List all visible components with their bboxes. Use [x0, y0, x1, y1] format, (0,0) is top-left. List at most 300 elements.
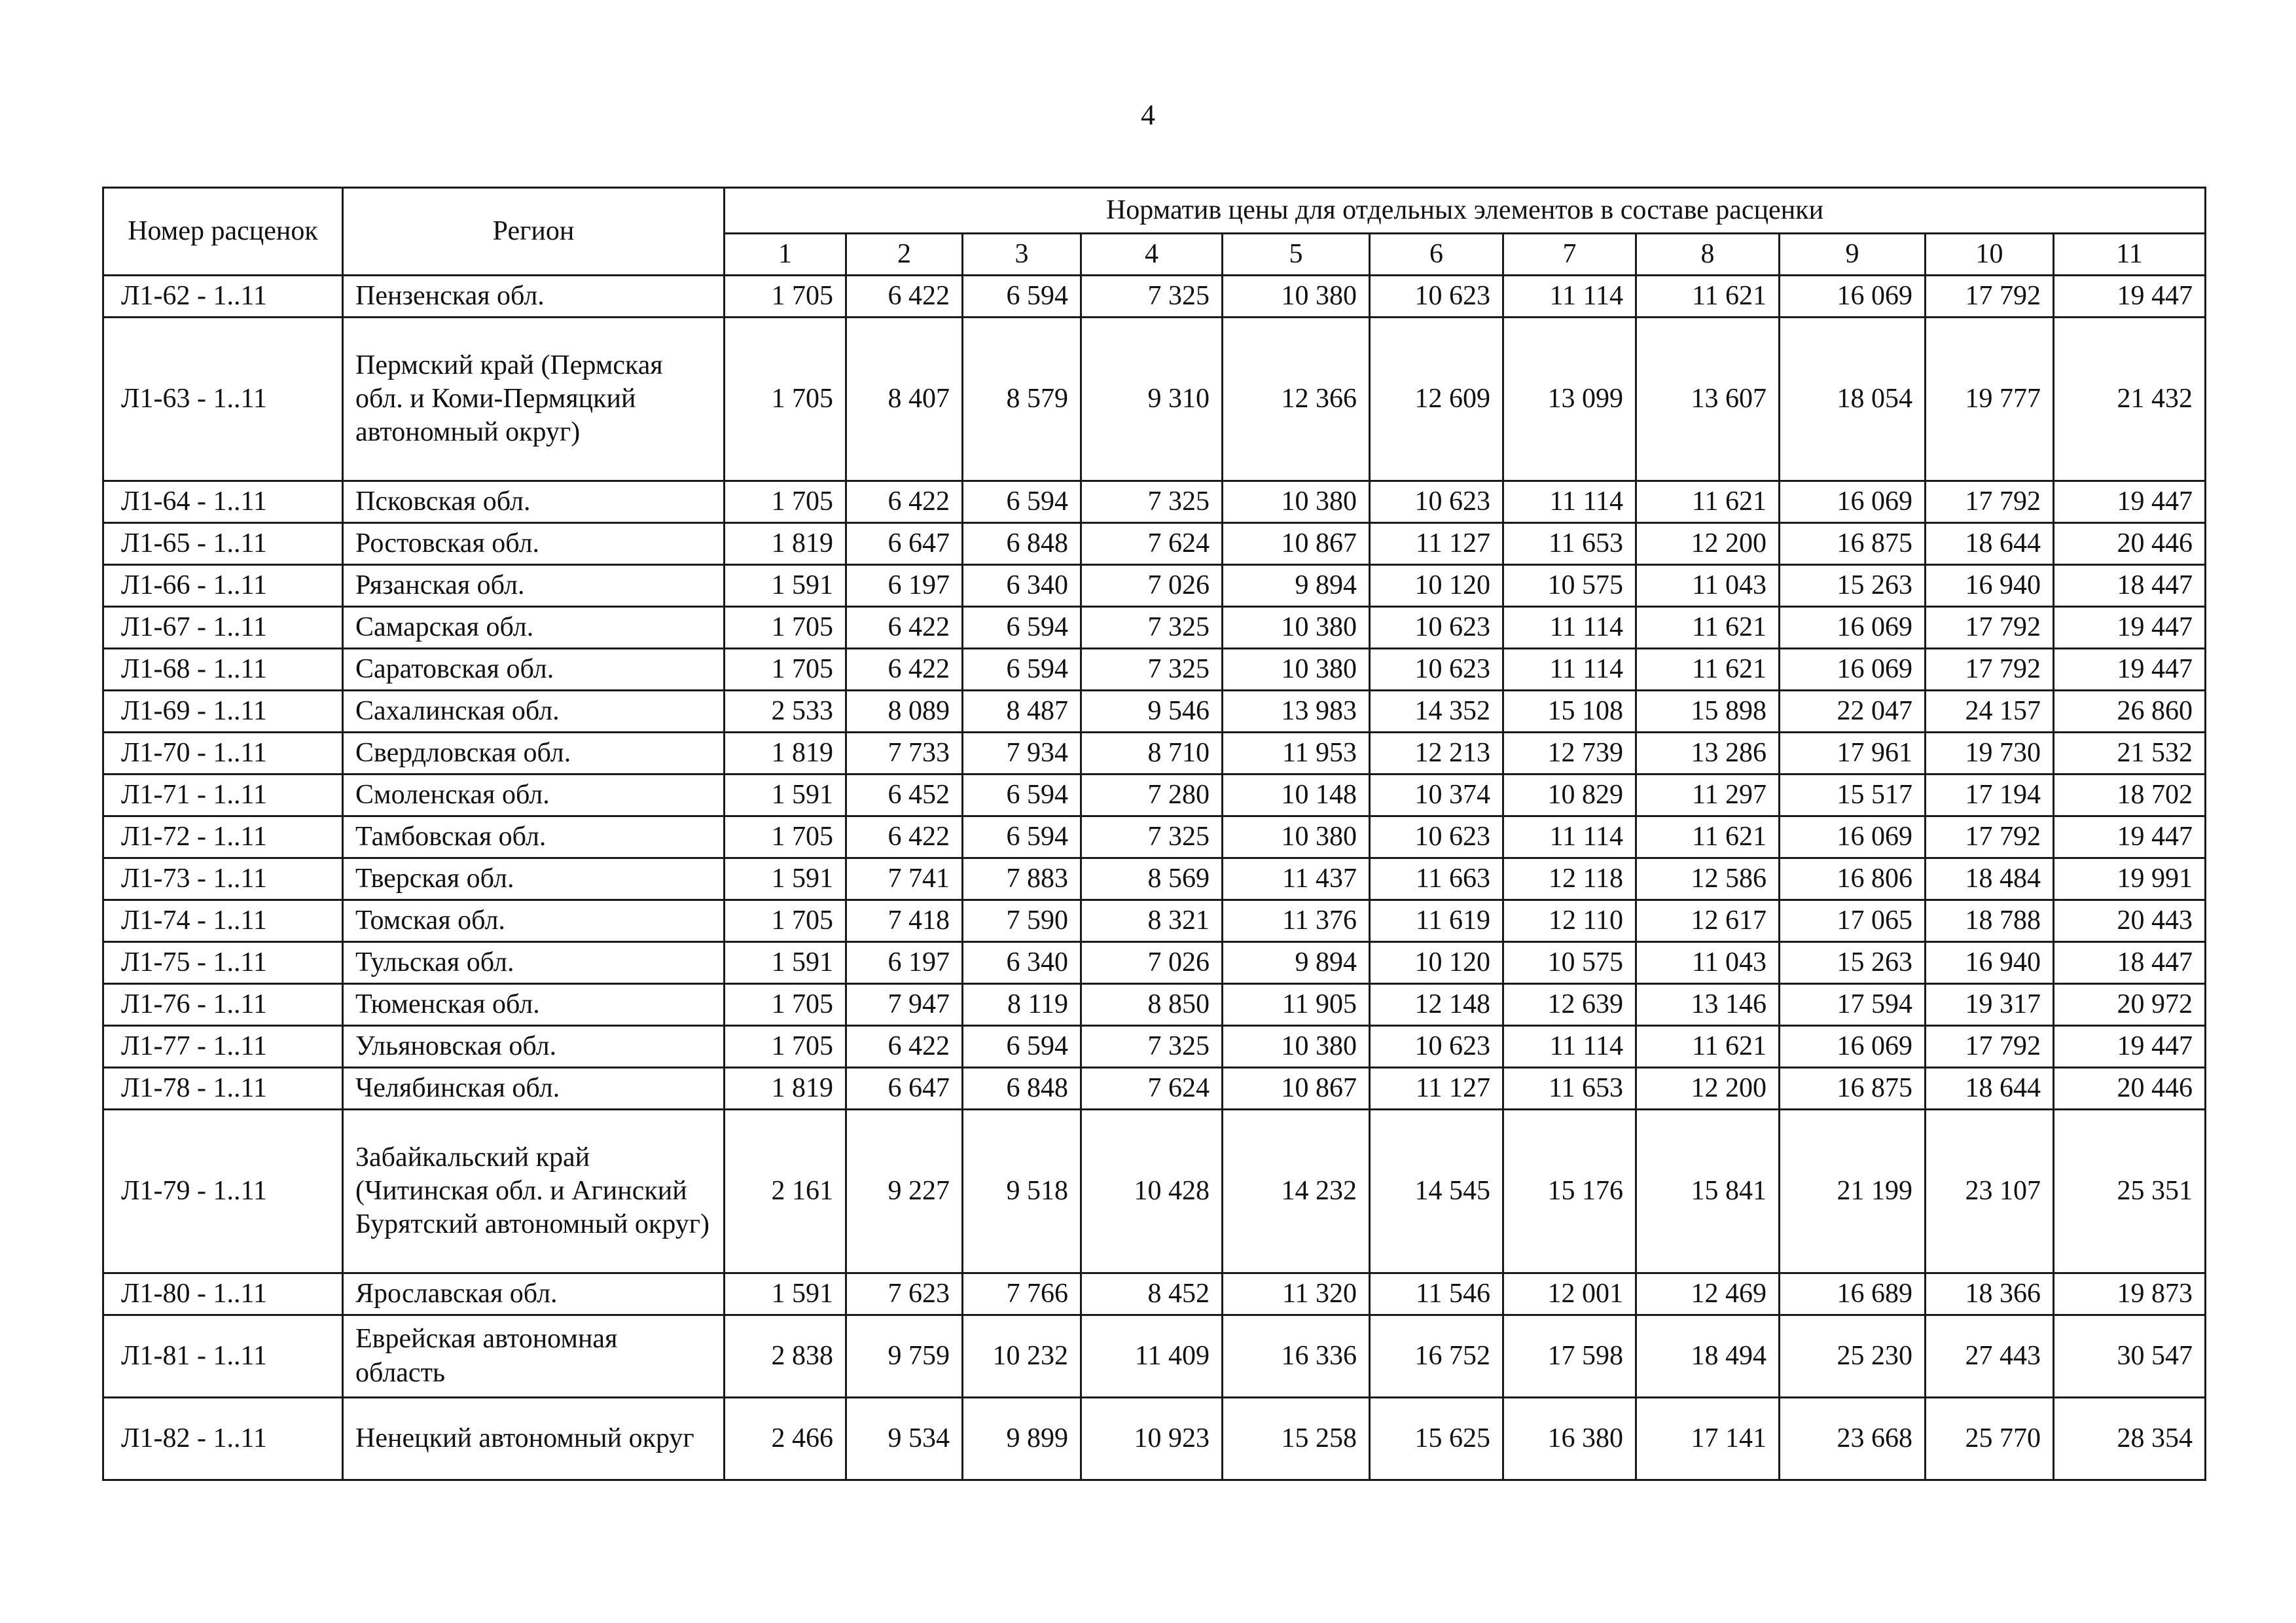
price-value-cell: 11 621 — [1636, 607, 1780, 649]
rate-code-cell: Л1-79 - 1..11 — [103, 1110, 343, 1273]
price-value-cell: 6 422 — [846, 816, 963, 858]
price-value-cell: 12 213 — [1370, 733, 1503, 775]
price-value-cell: 15 517 — [1780, 775, 1926, 816]
price-value-cell: 6 197 — [846, 565, 963, 607]
price-value-cell: 18 644 — [1926, 1068, 2054, 1110]
price-value-cell: 15 263 — [1780, 565, 1926, 607]
col-region-header: Регион — [343, 188, 725, 276]
price-value-cell: 13 607 — [1636, 318, 1780, 481]
price-value-cell: 7 624 — [1081, 523, 1223, 565]
rate-code-cell: Л1-72 - 1..11 — [103, 816, 343, 858]
price-value-cell: 12 001 — [1503, 1273, 1636, 1315]
price-value-cell: 10 623 — [1370, 607, 1503, 649]
price-value-cell: 8 579 — [963, 318, 1081, 481]
price-value-cell: 21 532 — [2054, 733, 2206, 775]
price-value-cell: 9 899 — [963, 1398, 1081, 1480]
price-value-cell: 11 114 — [1503, 607, 1636, 649]
price-value-cell: 1 705 — [725, 481, 846, 523]
price-value-cell: 10 374 — [1370, 775, 1503, 816]
price-value-cell: 1 591 — [725, 858, 846, 900]
price-value-cell: 6 594 — [963, 775, 1081, 816]
price-value-cell: 7 280 — [1081, 775, 1223, 816]
price-value-cell: 11 653 — [1503, 523, 1636, 565]
price-value-cell: 11 663 — [1370, 858, 1503, 900]
rate-code-cell: Л1-69 - 1..11 — [103, 691, 343, 733]
rate-code-cell: Л1-73 - 1..11 — [103, 858, 343, 900]
price-value-cell: 8 089 — [846, 691, 963, 733]
price-value-cell: 2 533 — [725, 691, 846, 733]
price-value-cell: 7 590 — [963, 900, 1081, 942]
price-value-cell: 10 623 — [1370, 816, 1503, 858]
price-value-cell: 17 141 — [1636, 1398, 1780, 1480]
price-value-cell: 19 777 — [1926, 318, 2054, 481]
price-value-cell: 1 705 — [725, 276, 846, 318]
element-number-header: 3 — [963, 234, 1081, 276]
table-row — [103, 858, 2206, 900]
table-row — [103, 1315, 2206, 1398]
price-value-cell: 18 447 — [2054, 565, 2206, 607]
rate-code-cell: Л1-71 - 1..11 — [103, 775, 343, 816]
price-value-cell: 11 621 — [1636, 481, 1780, 523]
price-value-cell: 19 873 — [2054, 1273, 2206, 1315]
element-number-header: 6 — [1370, 234, 1503, 276]
table-row — [103, 942, 2206, 984]
price-value-cell: 1 705 — [725, 607, 846, 649]
price-value-cell: 7 934 — [963, 733, 1081, 775]
price-value-cell: 6 594 — [963, 816, 1081, 858]
price-value-cell: 9 894 — [1223, 565, 1370, 607]
price-value-cell: 10 380 — [1223, 816, 1370, 858]
region-cell: Смоленская обл. — [343, 775, 725, 816]
price-value-cell: 1 591 — [725, 775, 846, 816]
price-value-cell: 6 848 — [963, 1068, 1081, 1110]
price-value-cell: 10 380 — [1223, 607, 1370, 649]
region-cell: Саратовская обл. — [343, 649, 725, 691]
price-value-cell: 19 447 — [2054, 1026, 2206, 1068]
price-value-cell: 30 547 — [2054, 1315, 2206, 1398]
price-value-cell: 11 127 — [1370, 523, 1503, 565]
price-value-cell: 19 447 — [2054, 816, 2206, 858]
price-value-cell: 6 594 — [963, 649, 1081, 691]
price-value-cell: 10 148 — [1223, 775, 1370, 816]
price-value-cell: 15 841 — [1636, 1110, 1780, 1273]
price-value-cell: 12 118 — [1503, 858, 1636, 900]
table-row — [103, 523, 2206, 565]
price-value-cell: 7 325 — [1081, 276, 1223, 318]
price-value-cell: 7 325 — [1081, 1026, 1223, 1068]
price-value-cell: 17 594 — [1780, 984, 1926, 1026]
price-value-cell: 16 940 — [1926, 942, 2054, 984]
price-value-cell: 10 575 — [1503, 565, 1636, 607]
region-cell: Самарская обл. — [343, 607, 725, 649]
region-cell: Забайкальский край (Читинская обл. и Агинский Бурятский автономный округ) — [343, 1110, 725, 1273]
price-value-cell: 6 452 — [846, 775, 963, 816]
price-value-cell: 11 409 — [1081, 1315, 1223, 1398]
region-cell: Сахалинская обл. — [343, 691, 725, 733]
table-row — [103, 733, 2206, 775]
price-value-cell: 18 644 — [1926, 523, 2054, 565]
price-value-cell: 11 619 — [1370, 900, 1503, 942]
price-value-cell: 1 591 — [725, 565, 846, 607]
price-value-cell: 15 263 — [1780, 942, 1926, 984]
table-row — [103, 565, 2206, 607]
price-value-cell: 10 380 — [1223, 276, 1370, 318]
price-value-cell: 16 806 — [1780, 858, 1926, 900]
price-value-cell: 10 380 — [1223, 649, 1370, 691]
rate-code-cell: Л1-62 - 1..11 — [103, 276, 343, 318]
price-value-cell: 7 026 — [1081, 942, 1223, 984]
table-row — [103, 607, 2206, 649]
price-value-cell: 14 232 — [1223, 1110, 1370, 1273]
price-value-cell: 6 422 — [846, 607, 963, 649]
table-row — [103, 1398, 2206, 1480]
price-value-cell: 7 733 — [846, 733, 963, 775]
price-value-cell: 11 114 — [1503, 1026, 1636, 1068]
price-value-cell: 16 069 — [1780, 1026, 1926, 1068]
price-value-cell: 17 598 — [1503, 1315, 1636, 1398]
price-value-cell: 1 705 — [725, 816, 846, 858]
price-value-cell: 15 108 — [1503, 691, 1636, 733]
price-value-cell: 8 487 — [963, 691, 1081, 733]
rate-code-cell: Л1-74 - 1..11 — [103, 900, 343, 942]
price-value-cell: 11 621 — [1636, 276, 1780, 318]
price-value-cell: 1 705 — [725, 984, 846, 1026]
price-value-cell: 12 200 — [1636, 1068, 1780, 1110]
group-header: Норматив цены для отдельных элементов в составе расценки — [725, 188, 2206, 234]
price-value-cell: 1 591 — [725, 1273, 846, 1315]
region-cell: Тульская обл. — [343, 942, 725, 984]
price-value-cell: 1 705 — [725, 1026, 846, 1068]
rate-code-cell: Л1-64 - 1..11 — [103, 481, 343, 523]
table-body — [103, 276, 2206, 1480]
price-value-cell: 11 114 — [1503, 276, 1636, 318]
price-value-cell: 16 875 — [1780, 523, 1926, 565]
price-value-cell: 9 759 — [846, 1315, 963, 1398]
price-value-cell: 1 819 — [725, 523, 846, 565]
element-number-header: 8 — [1636, 234, 1780, 276]
price-value-cell: 2 838 — [725, 1315, 846, 1398]
price-value-cell: 10 380 — [1223, 1026, 1370, 1068]
price-value-cell: 10 623 — [1370, 1026, 1503, 1068]
price-value-cell: 11 114 — [1503, 816, 1636, 858]
table-row — [103, 1110, 2206, 1273]
price-value-cell: 11 114 — [1503, 481, 1636, 523]
table-row — [103, 1068, 2206, 1110]
price-value-cell: 19 730 — [1926, 733, 2054, 775]
rate-code-cell: Л1-82 - 1..11 — [103, 1398, 343, 1480]
price-value-cell: 6 340 — [963, 565, 1081, 607]
price-value-cell: 8 569 — [1081, 858, 1223, 900]
price-value-cell: 17 792 — [1926, 816, 2054, 858]
price-value-cell: 12 617 — [1636, 900, 1780, 942]
element-number-header: 11 — [2054, 234, 2206, 276]
price-value-cell: 10 380 — [1223, 481, 1370, 523]
price-value-cell: 16 940 — [1926, 565, 2054, 607]
price-value-cell: 11 621 — [1636, 816, 1780, 858]
price-value-cell: 9 534 — [846, 1398, 963, 1480]
price-value-cell: 25 351 — [2054, 1110, 2206, 1273]
price-value-cell: 17 792 — [1926, 607, 2054, 649]
rate-code-cell: Л1-66 - 1..11 — [103, 565, 343, 607]
table-row — [103, 481, 2206, 523]
price-value-cell: 9 894 — [1223, 942, 1370, 984]
price-value-cell: 19 447 — [2054, 276, 2206, 318]
price-value-cell: 17 792 — [1926, 649, 2054, 691]
price-value-cell: 8 119 — [963, 984, 1081, 1026]
price-value-cell: 15 625 — [1370, 1398, 1503, 1480]
price-value-cell: 13 983 — [1223, 691, 1370, 733]
region-cell: Челябинская обл. — [343, 1068, 725, 1110]
price-value-cell: 1 591 — [725, 942, 846, 984]
price-value-cell: 1 705 — [725, 649, 846, 691]
rate-code-cell: Л1-77 - 1..11 — [103, 1026, 343, 1068]
price-value-cell: 6 647 — [846, 523, 963, 565]
table-row — [103, 984, 2206, 1026]
price-value-cell: 25 770 — [1926, 1398, 2054, 1480]
rate-code-cell: Л1-68 - 1..11 — [103, 649, 343, 691]
price-value-cell: 11 621 — [1636, 1026, 1780, 1068]
table-row — [103, 649, 2206, 691]
price-value-cell: 12 469 — [1636, 1273, 1780, 1315]
region-cell: Пензенская обл. — [343, 276, 725, 318]
price-value-cell: 17 792 — [1926, 276, 2054, 318]
price-value-cell: 23 668 — [1780, 1398, 1926, 1480]
price-value-cell: 19 447 — [2054, 607, 2206, 649]
price-value-cell: 15 258 — [1223, 1398, 1370, 1480]
price-value-cell: 6 422 — [846, 481, 963, 523]
price-value-cell: 6 594 — [963, 1026, 1081, 1068]
price-value-cell: 11 043 — [1636, 942, 1780, 984]
price-value-cell: 9 227 — [846, 1110, 963, 1273]
price-value-cell: 11 043 — [1636, 565, 1780, 607]
price-value-cell: 7 026 — [1081, 565, 1223, 607]
price-value-cell: 12 586 — [1636, 858, 1780, 900]
price-value-cell: 7 325 — [1081, 816, 1223, 858]
region-cell: Псковская обл. — [343, 481, 725, 523]
price-value-cell: 7 741 — [846, 858, 963, 900]
price-value-cell: 21 432 — [2054, 318, 2206, 481]
region-cell: Томская обл. — [343, 900, 725, 942]
price-value-cell: 6 594 — [963, 481, 1081, 523]
price-value-cell: 7 883 — [963, 858, 1081, 900]
price-value-cell: 11 621 — [1636, 649, 1780, 691]
price-value-cell: 10 623 — [1370, 481, 1503, 523]
price-value-cell: 18 054 — [1780, 318, 1926, 481]
element-number-header: 4 — [1081, 234, 1223, 276]
price-value-cell: 6 848 — [963, 523, 1081, 565]
element-number-header: 10 — [1926, 234, 2054, 276]
price-value-cell: 7 325 — [1081, 481, 1223, 523]
price-value-cell: 16 336 — [1223, 1315, 1370, 1398]
rate-code-cell: Л1-70 - 1..11 — [103, 733, 343, 775]
price-value-cell: 18 484 — [1926, 858, 2054, 900]
price-value-cell: 11 114 — [1503, 649, 1636, 691]
price-value-cell: 12 739 — [1503, 733, 1636, 775]
price-value-cell: 19 991 — [2054, 858, 2206, 900]
price-value-cell: 6 594 — [963, 607, 1081, 649]
page-number: 4 — [1141, 99, 1155, 131]
price-value-cell: 24 157 — [1926, 691, 2054, 733]
price-value-cell: 6 647 — [846, 1068, 963, 1110]
price-value-cell: 11 953 — [1223, 733, 1370, 775]
price-value-cell: 1 705 — [725, 900, 846, 942]
rate-code-cell: Л1-78 - 1..11 — [103, 1068, 343, 1110]
region-cell: Рязанская обл. — [343, 565, 725, 607]
price-value-cell: 26 860 — [2054, 691, 2206, 733]
price-value-cell: 1 819 — [725, 1068, 846, 1110]
price-value-cell: 22 047 — [1780, 691, 1926, 733]
price-value-cell: 7 325 — [1081, 607, 1223, 649]
price-value-cell: 12 366 — [1223, 318, 1370, 481]
element-number-header: 5 — [1223, 234, 1370, 276]
price-value-cell: 19 447 — [2054, 481, 2206, 523]
price-value-cell: 18 447 — [2054, 942, 2206, 984]
price-value-cell: 12 148 — [1370, 984, 1503, 1026]
price-value-cell: 17 961 — [1780, 733, 1926, 775]
region-cell: Ульяновская обл. — [343, 1026, 725, 1068]
price-value-cell: 20 446 — [2054, 1068, 2206, 1110]
element-number-header: 7 — [1503, 234, 1636, 276]
price-value-cell: 16 069 — [1780, 607, 1926, 649]
table-row — [103, 1026, 2206, 1068]
price-value-cell: 20 972 — [2054, 984, 2206, 1026]
price-value-cell: 14 352 — [1370, 691, 1503, 733]
table-row — [103, 816, 2206, 858]
price-value-cell: 6 340 — [963, 942, 1081, 984]
price-value-cell: 11 905 — [1223, 984, 1370, 1026]
region-cell: Ненецкий автономный округ — [343, 1398, 725, 1480]
region-cell: Пермский край (Пермская обл. и Коми-Пермяцкий автономный округ) — [343, 318, 725, 481]
rate-code-cell: Л1-63 - 1..11 — [103, 318, 343, 481]
table-row — [103, 318, 2206, 481]
price-value-cell: 10 867 — [1223, 1068, 1370, 1110]
price-value-cell: 10 232 — [963, 1315, 1081, 1398]
price-value-cell: 16 069 — [1780, 649, 1926, 691]
price-value-cell: 18 366 — [1926, 1273, 2054, 1315]
price-value-cell: 10 923 — [1081, 1398, 1223, 1480]
price-value-cell: 16 069 — [1780, 481, 1926, 523]
price-value-cell: 9 310 — [1081, 318, 1223, 481]
price-value-cell: 8 452 — [1081, 1273, 1223, 1315]
price-value-cell: 16 069 — [1780, 276, 1926, 318]
price-value-cell: 11 320 — [1223, 1273, 1370, 1315]
price-value-cell: 16 069 — [1780, 816, 1926, 858]
price-value-cell: 10 623 — [1370, 276, 1503, 318]
price-value-cell: 17 792 — [1926, 1026, 2054, 1068]
price-value-cell: 16 380 — [1503, 1398, 1636, 1480]
element-number-header: 2 — [846, 234, 963, 276]
price-value-cell: 9 546 — [1081, 691, 1223, 733]
price-value-cell: 15 176 — [1503, 1110, 1636, 1273]
price-value-cell: 25 230 — [1780, 1315, 1926, 1398]
rate-code-cell: Л1-76 - 1..11 — [103, 984, 343, 1026]
price-value-cell: 16 689 — [1780, 1273, 1926, 1315]
price-value-cell: 13 286 — [1636, 733, 1780, 775]
price-value-cell: 1 705 — [725, 318, 846, 481]
price-value-cell: 11 437 — [1223, 858, 1370, 900]
price-value-cell: 17 065 — [1780, 900, 1926, 942]
rate-code-cell: Л1-75 - 1..11 — [103, 942, 343, 984]
price-value-cell: 19 447 — [2054, 649, 2206, 691]
price-value-cell: 7 418 — [846, 900, 963, 942]
rate-code-cell: Л1-67 - 1..11 — [103, 607, 343, 649]
price-value-cell: 6 594 — [963, 276, 1081, 318]
price-value-cell: 9 518 — [963, 1110, 1081, 1273]
price-value-cell: 8 321 — [1081, 900, 1223, 942]
price-value-cell: 7 624 — [1081, 1068, 1223, 1110]
price-value-cell: 12 639 — [1503, 984, 1636, 1026]
price-value-cell: 15 898 — [1636, 691, 1780, 733]
price-value-cell: 7 325 — [1081, 649, 1223, 691]
col-code-header: Номер расценок — [103, 188, 343, 276]
table-row — [103, 691, 2206, 733]
price-value-cell: 1 819 — [725, 733, 846, 775]
price-value-cell: 10 428 — [1081, 1110, 1223, 1273]
price-value-cell: 11 376 — [1223, 900, 1370, 942]
region-cell: Еврейская автономная область — [343, 1315, 725, 1398]
price-value-cell: 12 609 — [1370, 318, 1503, 481]
price-value-cell: 8 407 — [846, 318, 963, 481]
price-value-cell: 21 199 — [1780, 1110, 1926, 1273]
price-value-cell: 11 653 — [1503, 1068, 1636, 1110]
price-value-cell: 13 099 — [1503, 318, 1636, 481]
price-value-cell: 10 867 — [1223, 523, 1370, 565]
price-value-cell: 8 850 — [1081, 984, 1223, 1026]
region-cell: Тверская обл. — [343, 858, 725, 900]
table-row — [103, 775, 2206, 816]
price-value-cell: 17 194 — [1926, 775, 2054, 816]
rate-code-cell: Л1-80 - 1..11 — [103, 1273, 343, 1315]
price-value-cell: 6 422 — [846, 1026, 963, 1068]
price-value-cell: 18 702 — [2054, 775, 2206, 816]
price-value-cell: 10 575 — [1503, 942, 1636, 984]
price-value-cell: 12 110 — [1503, 900, 1636, 942]
price-value-cell: 7 947 — [846, 984, 963, 1026]
price-value-cell: 18 788 — [1926, 900, 2054, 942]
element-number-header: 1 — [725, 234, 846, 276]
price-value-cell: 7 623 — [846, 1273, 963, 1315]
element-number-header: 9 — [1780, 234, 1926, 276]
price-value-cell: 20 443 — [2054, 900, 2206, 942]
table-row — [103, 900, 2206, 942]
price-value-cell: 11 546 — [1370, 1273, 1503, 1315]
price-value-cell: 18 494 — [1636, 1315, 1780, 1398]
price-value-cell: 17 792 — [1926, 481, 2054, 523]
price-table — [102, 187, 2206, 1481]
region-cell: Свердловская обл. — [343, 733, 725, 775]
price-value-cell: 14 545 — [1370, 1110, 1503, 1273]
rate-code-cell: Л1-65 - 1..11 — [103, 523, 343, 565]
price-value-cell: 16 875 — [1780, 1068, 1926, 1110]
price-value-cell: 2 161 — [725, 1110, 846, 1273]
region-cell: Ярославская обл. — [343, 1273, 725, 1315]
region-cell: Ростовская обл. — [343, 523, 725, 565]
region-cell: Тюменская обл. — [343, 984, 725, 1026]
price-value-cell: 6 422 — [846, 649, 963, 691]
price-value-cell: 12 200 — [1636, 523, 1780, 565]
price-value-cell: 10 623 — [1370, 649, 1503, 691]
price-value-cell: 28 354 — [2054, 1398, 2206, 1480]
price-value-cell: 11 297 — [1636, 775, 1780, 816]
price-value-cell: 16 752 — [1370, 1315, 1503, 1398]
price-value-cell: 6 197 — [846, 942, 963, 984]
price-value-cell: 23 107 — [1926, 1110, 2054, 1273]
price-value-cell: 19 317 — [1926, 984, 2054, 1026]
price-value-cell: 10 120 — [1370, 942, 1503, 984]
table-row — [103, 276, 2206, 318]
rate-code-cell: Л1-81 - 1..11 — [103, 1315, 343, 1398]
price-value-cell: 6 422 — [846, 276, 963, 318]
